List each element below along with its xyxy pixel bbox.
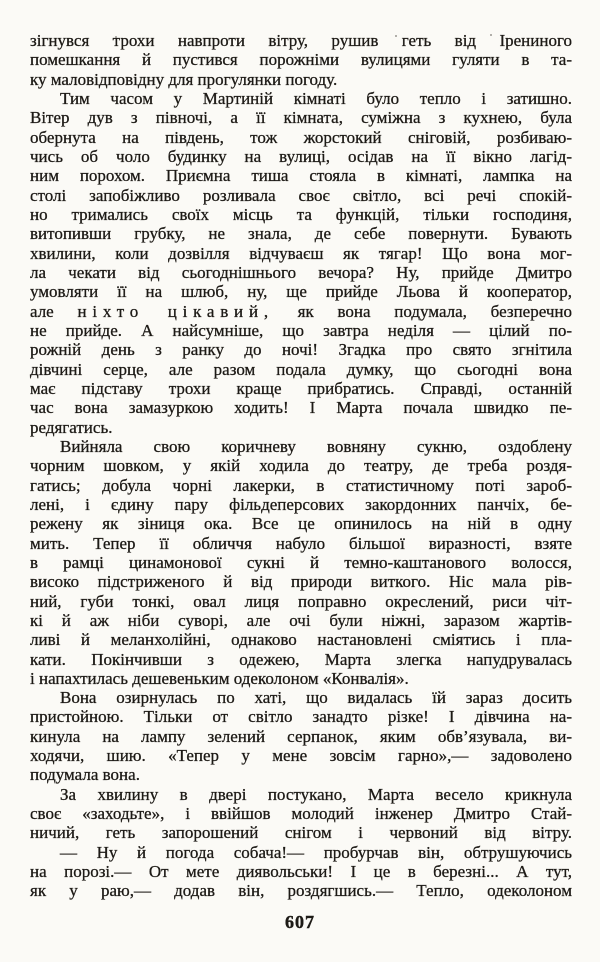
text-line: кинула на лампу зелений серпанок, яким обв’язувала, ви- <box>30 726 572 746</box>
text-line: хвилини, коли дозвілля відчуваєш як тягар! Що вона мог- <box>30 243 572 263</box>
text-line: гатись; добула чорні лакерки, в статистичному поті зароб- <box>30 475 572 495</box>
text-line: чись об чоло будинку на вулиці, осідав на її вікно лагід- <box>30 146 572 166</box>
text-line: в рамці цинамонової сукні й темно-каштанового волосся, <box>30 552 572 572</box>
text-line: пристойною. Тільки от світло занадто різке! І дівчина на- <box>30 707 572 727</box>
text-line: як у раю,— додав він, роздягшись.— Тепло, одеколоном <box>30 881 572 901</box>
text-line: ла чекати від сьогоднішнього вечора? Ну, прийде Дмитро <box>30 262 572 282</box>
text-line: ничий, геть запорошений снігом і червоний від вітру. <box>30 823 572 843</box>
text-line: ходячи, шию. «Тепер у мене зовсім гарно»,— задоволено <box>30 746 572 766</box>
text-line: умовляти її на шлюб, ну, ще прийде Льова й кооператор, <box>30 282 572 302</box>
page-number: 607 <box>285 912 315 932</box>
text-line: режену як зіниця ока. Все це опинилось на ній в одну <box>30 514 572 534</box>
text-line: кати. Покінчивши з одежею, Марта злегка напудрувалась <box>30 649 572 669</box>
text-line: дівчині серце, але разом подала думку, що сьогодні вона <box>30 359 572 379</box>
text-line: помешкання й пустився порожніми вулицями гуляти в та- <box>30 50 572 70</box>
text-segment <box>144 302 168 321</box>
paragraph <box>30 31 572 89</box>
text-line <box>30 302 572 321</box>
text-line: не прийде. А найсумніше, що завтра неділя — цілий по- <box>30 320 572 340</box>
text-line: має підставу трохи краще прибратись. Справді, останній <box>30 378 572 398</box>
text-line: зігнувся трохи навпроти вітру, рушив геть від Ірениного <box>30 31 572 50</box>
text-line: Вона озирнулась по хаті, що видалась їй зараз досить <box>60 688 572 708</box>
text-line: своє «заходьте», і ввійшов молодий інженер Дмитро Стай- <box>30 804 572 824</box>
text-line: ний, губи тонкі, овал лиця поправно окреслений, риси чіт- <box>30 591 572 611</box>
text-line: ним порохом. Приємна тиша стояла в кімнаті, лампка на <box>30 166 572 186</box>
text-segment: як вона подумала, безперечно <box>273 301 572 321</box>
text-line: ливі й меланхолійні, однаково настановлені сміятись і пла- <box>30 630 572 650</box>
text-line: редягатись. <box>30 417 113 437</box>
text-line: чорним шовком, у якій ходила до театру, де треба роздя- <box>30 456 572 476</box>
text-line: кі й аж ніби суворі, але очі були ніжні, заразом жартів- <box>30 610 572 630</box>
paragraph <box>30 688 572 785</box>
text-line: подумала вона. <box>30 765 140 785</box>
text-line: обернута на південь, тож жорстокий сніговій, розбиваю- <box>30 127 572 147</box>
paragraph <box>30 785 572 843</box>
text-line: час вона замазуркою ходить! І Марта почала швидко пе- <box>30 398 572 418</box>
paragraph <box>30 843 572 901</box>
emphasized-text: цікавий, <box>167 301 274 321</box>
text-line: но тримались своїх місць та функцій, тільки господиня, <box>30 204 572 224</box>
text-line: столі запобіжливо розливала своє світло, всі речі спокій- <box>30 185 572 205</box>
text-line: витопивши грубку, не знала, де себе повернути. Бувають <box>30 224 572 244</box>
text-line: рожній день з ранку до ночі! Згадка про свято згнітила <box>30 340 572 360</box>
text-line: високо підстриженого й від природи виткого. Ніс мала рів- <box>30 572 572 592</box>
emphasized-text: ніхто <box>77 301 144 321</box>
text-line: мить. Тепер її обличчя набуло більшої виразності, взяте <box>30 533 572 553</box>
text-line: Вітер дув з півночі, а її кімната, суміжна з кухнею, була <box>30 108 572 128</box>
text-line: Тим часом у Мартиній кімнаті було тепло і затишно. <box>60 88 572 108</box>
text-line: — Ну й погода собача!— пробурчав він, обтрушуючись <box>60 842 572 862</box>
text-line: на порозі.— От мете диявольськи! І це в березні... А тут, <box>30 862 572 882</box>
text-line: і напахтилась дешевеньким одеколоном «Конвалія». <box>30 668 409 688</box>
text-line: Вийняла свою коричневу вовняну сукню, оздоблену <box>60 436 572 456</box>
text-line: лені, і єдину пару фільдеперсових закордонних панчіх, бе- <box>30 494 572 514</box>
text-block <box>30 31 572 901</box>
paragraph <box>30 89 572 437</box>
paragraph <box>30 437 572 688</box>
text-line: За хвилину в двері постукано, Марта весело крикнула <box>60 784 572 804</box>
text-segment: але <box>30 301 78 321</box>
text-line: ку маловідповідну для прогулянки погоду. <box>30 69 338 89</box>
